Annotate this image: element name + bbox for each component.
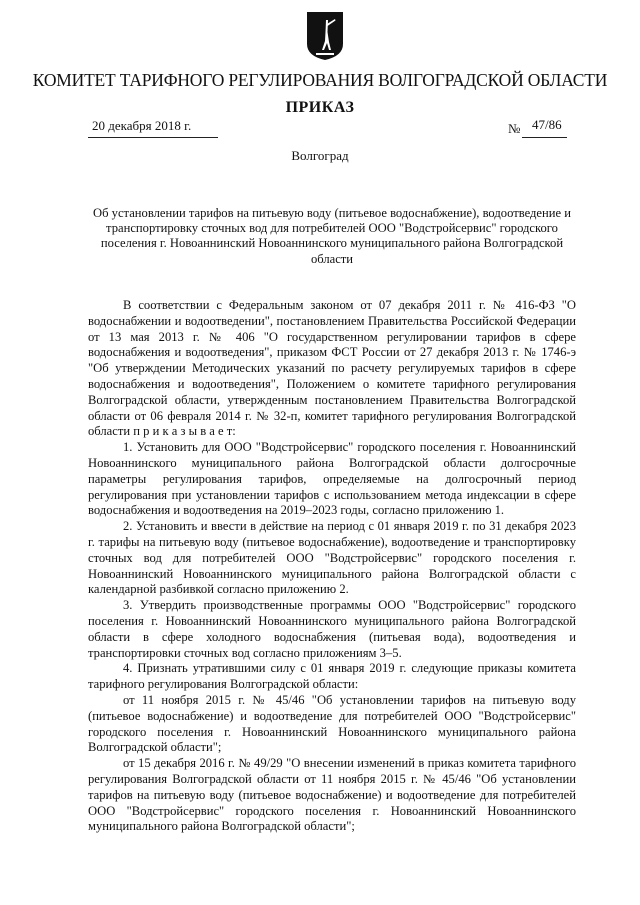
order-date: 20 декабря 2018 г. (92, 118, 192, 133)
paragraph-item-3: 3. Утвердить производственные программы ООО "Водстройсервис" городского поселения г. Новоаннинский Новоаннинского муниципального района Волгоградской области в сфере холодного водоснабжения (питьевая вода), водоотведения и транспортировки сточных вод согласно приложениям 3–5. (88, 598, 576, 660)
paragraph-repealed-order-2: от 15 декабря 2016 г. № 49/29 "О внесении изменений в приказ комитета тарифного регулирования Волгоградской области от 11 ноября 2015 г. № 45/46 "Об установлении тарифов на питьевую воду (питьевое водоснабжение) и водоотведение для потребителей ООО "Водстройсервис" городского поселения г. Новоаннинский Новоаннинского муниципального района Волгоградской области"; (88, 756, 576, 834)
paragraph-repealed-order-1: от 11 ноября 2015 г. № 45/46 "Об установлении тарифов на питьевую воду (питьевое водоснабжение) и водоотведение для потребителей ООО "Водстройсервис" городского поселения г. Новоаннинский Новоаннинского муниципального района Волгоградской области"; (88, 692, 576, 755)
order-body (88, 298, 576, 835)
order-number: 47/86 (532, 117, 562, 132)
city: Волгоград (291, 148, 349, 163)
number-underline (522, 137, 567, 138)
paragraph-preamble: В соответствии с Федеральным законом от 07 декабря 2011 г. № 416-ФЗ "О водоснабжении и водоотведении", постановлением Правительства Российской Федерации от 13 мая 2013 г. № 406 "О государственном регулировании тарифов в сфере водоснабжения и водоотведения", приказом ФСТ России от 27 декабря 2013 г. № 1746-э "Об утверждении Методических указаний по расчету регулируемых тарифов в сфере водоснабжения и водоотведения", Положением о комитете тарифного регулирования Волгоградской области, утвержденным постановлением Правительства Волгоградской области от 06 февраля 2014 г. № 32-п, комитет тарифного регулирования Волгоградской области п р и к а з ы в а е т: (88, 298, 576, 439)
paragraph-item-2: 2. Установить и ввести в действие на период с 01 января 2019 г. по 31 декабря 2023 г. тарифы на питьевую воду (питьевое водоснабжение), водоотведение и транспортировку сточных вод для потребителей ООО "Водстройсервис" городского поселения г. Новоаннинский Новоаннинского муниципального района Волгоградской области с календарной разбивкой согласно приложению 2. (88, 519, 576, 597)
order-subject: Об установлении тарифов на питьевую воду (питьевое водоснабжение), водоотведение и транспортировку сточных вод для потребителей ООО "Водстройсервис" городского поселения г. Новоаннинский Новоаннинского муниципального района Волгоградской области (93, 206, 571, 266)
paragraph-item-4: 4. Признать утратившими силу с 01 января 2019 г. следующие приказы комитета тарифного регулирования Волгоградской области: (88, 661, 576, 692)
paragraph-item-1: 1. Установить для ООО "Водстройсервис" городского поселения г. Новоаннинский Новоаннинского муниципального района Волгоградской области долгосрочные параметры регулирования тарифов, определяемые на долгосрочный период регулирования при установлении тарифов с использованием метода индексации в сфере водоснабжения и водоотведения на 2019–2023 годы, согласно приложению 1. (88, 440, 576, 518)
order-title: ПРИКАЗ (285, 99, 355, 116)
volgograd-emblem-icon (305, 10, 345, 62)
committee-name: КОМИТЕТ ТАРИФНОГО РЕГУЛИРОВАНИЯ ВОЛГОГРАДСКОЙ ОБЛАСТИ (32, 70, 608, 90)
order-number-label: № (508, 121, 521, 136)
date-underline (88, 137, 218, 138)
